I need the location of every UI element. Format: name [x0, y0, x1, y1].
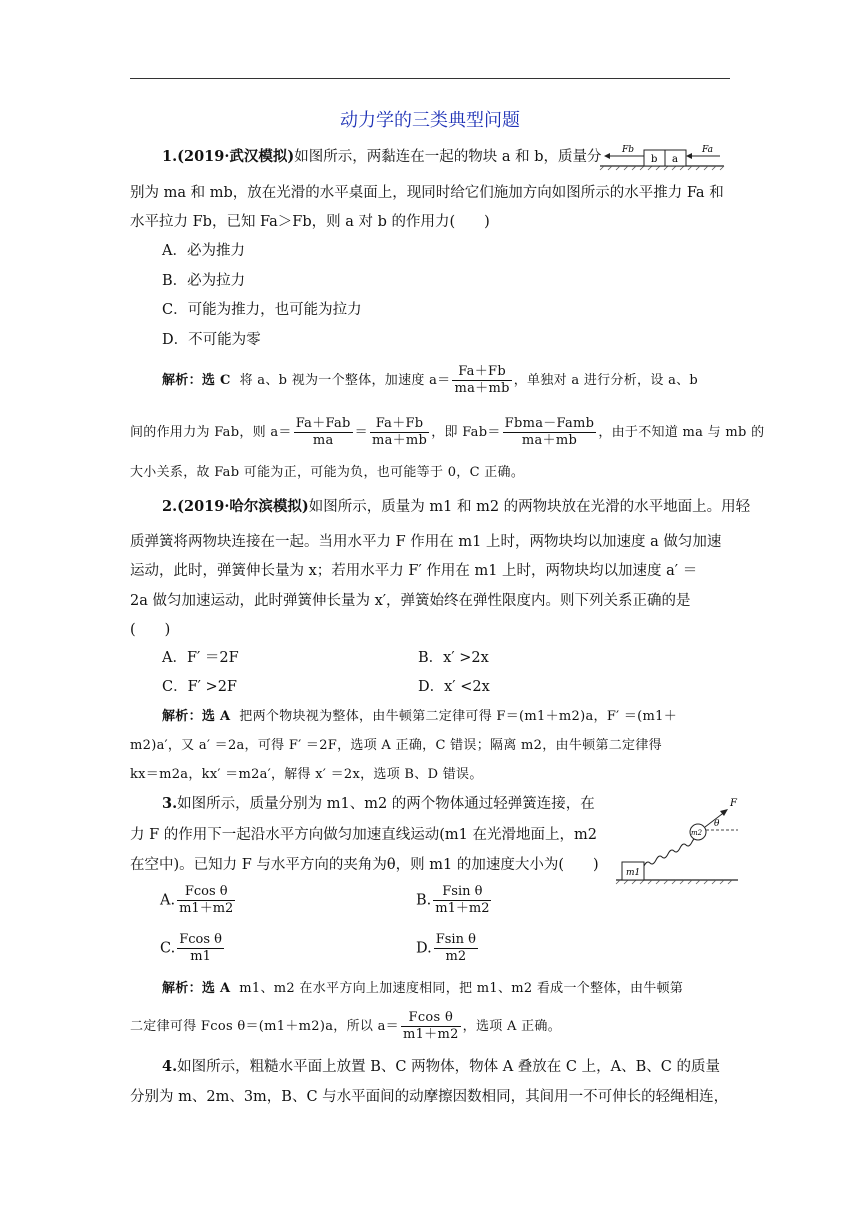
q3-solution-label: 解析： [162, 981, 202, 996]
q1-label-a: a [672, 154, 678, 165]
q3-text-1: 如图所示，质量分别为 m1、m2 的两个物体通过轻弹簧连接，在 [177, 796, 595, 812]
q3-solution-fraction-num: Fcos θ [401, 1010, 461, 1027]
q2-number: 2. [162, 498, 178, 515]
top-rule [130, 78, 730, 79]
q1-fraction-1-num: Fa＋Fb [452, 364, 511, 381]
q1-fraction-3-den: ma＋mb [371, 433, 428, 448]
q3-option-b-fraction [433, 884, 491, 917]
q2-solution-label: 解析： [162, 709, 202, 724]
q1-number: 1. [162, 148, 178, 165]
q3-option-a-label: A. [160, 892, 176, 909]
q3-label-m2: m2 [691, 829, 703, 837]
q1-fraction-2-den: ma [312, 433, 334, 448]
q3-option-d [416, 932, 480, 965]
q1-option-b: B．必为拉力 [162, 273, 246, 289]
q4-number: 4. [162, 1058, 178, 1075]
q3-line-3: 在空中)。已知力 F 与水平方向的夹角为θ，则 m1 的加速度大小为( ) [130, 857, 599, 873]
q1-source: (2019·武汉模拟) [177, 148, 295, 165]
q1-arrowhead-fa [686, 153, 692, 159]
q2-solution-pick: 选 A [201, 709, 231, 724]
q3-option-b-num: Fsin θ [433, 884, 491, 901]
q3-option-d-num: Fsin θ [435, 932, 476, 947]
q1-arrowhead-fb [604, 153, 610, 159]
q1-fraction-3-num: Fa＋Fb [370, 416, 429, 433]
q2-text-1: 如图所示，质量为 m1 和 m2 的两物块放在光滑的水平地面上。用轻 [308, 499, 751, 515]
q1-ground-hatch [600, 166, 724, 170]
q1-label-fa: Fa [702, 145, 713, 155]
q1-solution-line-1 [162, 364, 698, 397]
q3-solution-fraction-den: m1＋m2 [402, 1027, 459, 1042]
q1-option-d: D．不可能为零 [162, 332, 261, 348]
q2-line-2: 质弹簧将两物块连接在一起。当用水平力 F 作用在 m1 上时，两物块均以加速度 a 做匀加速 [130, 534, 722, 550]
q1-option-a: A．必为推力 [162, 243, 245, 259]
q2-solution-line-3: kx＝m2a，kx′ ＝m2a′，解得 x′ ＝2x，选项 B、D 错误。 [130, 767, 483, 782]
q1-fraction-1-den: ma＋mb [454, 381, 510, 396]
q3-label-theta: θ [714, 819, 720, 829]
q1-fraction-2 [294, 416, 353, 449]
q1-text-1: 如图所示，两黏连在一起的物块 a 和 b，质量分 [294, 149, 602, 165]
q3-option-a [160, 884, 237, 917]
q3-solution-text-2b: ，选项 A 正确。 [462, 1019, 562, 1034]
q3-line-1 [162, 789, 595, 819]
q1-label-fb: Fb [622, 145, 635, 155]
q1-line-1 [162, 142, 602, 172]
q1-fraction-4 [503, 416, 597, 449]
q4-line-2: 分别为 m、2m、3m，B、C 与水平面间的动摩擦因数相同，其间用一不可伸长的轻绳相连， [130, 1089, 729, 1105]
q3-option-c-den: m1 [190, 949, 211, 964]
q1-option-c: C．可能为推力，也可能为拉力 [162, 302, 362, 318]
q2-solution-text-1: 把两个物块视为整体，由牛顿第二定律可得 F＝(m1＋m2)a，F′ ＝(m1＋ [239, 709, 678, 724]
page-title: 动力学的三类典型问题 [340, 110, 520, 131]
q1-solution-line-2 [130, 416, 764, 449]
q2-option-a: A．F′ ＝2F [162, 650, 239, 666]
q3-option-c-num: Fcos θ [179, 932, 222, 947]
q2-line-5: ( ) [130, 622, 171, 638]
q3-option-b [416, 884, 493, 917]
q3-option-c [160, 932, 226, 965]
q1-fraction-3 [370, 416, 429, 449]
q1-solution-line-3: 大小关系，故 Fab 可能为正，可能为负，也可能等于 0，C 正确。 [130, 465, 525, 480]
q1-label-b: b [651, 154, 658, 165]
q1-solution-text-2d: ，由于不知道 ma 与 mb 的 [598, 425, 765, 440]
q3-option-c-label: C. [160, 940, 176, 957]
q2-option-d: D．x′ <2x [418, 679, 490, 695]
q1-solution-pick: 选 C [201, 373, 231, 388]
q1-line-3: 水平拉力 Fb，已知 Fa＞Fb，则 a 对 b 的作用力( ) [130, 214, 490, 230]
q3-solution-fraction [401, 1010, 461, 1043]
q1-solution-text-2a: 间的作用力为 Fab，则 a＝ [130, 425, 292, 440]
q3-option-b-label: B. [416, 892, 432, 909]
q2-solution-line-2: m2)a′，又 a′ ＝2a，可得 F′ ＝2F，选项 A 正确，C 错误；隔离 m2，由牛顿第二定律得 [130, 738, 662, 753]
q2-line-3: 运动，此时，弹簧伸长量为 x；若用水平力 F′ 作用在 m1 上时，两物块均以加速度 a′ ＝ [130, 563, 698, 579]
q3-option-a-fraction [177, 884, 235, 917]
q3-option-d-den: m2 [445, 949, 467, 964]
q3-solution-text-2a: 二定律可得 Fcos θ＝(m1＋m2)a，所以 a＝ [130, 1019, 399, 1034]
q1-solution-text-2b: ＝ [354, 425, 368, 440]
q3-solution-pick: 选 A [201, 981, 231, 996]
q2-source: (2019·哈尔滨模拟) [177, 498, 309, 515]
q3-option-c-fraction [177, 932, 224, 965]
q2-option-c: C．F′ >2F [162, 679, 237, 695]
q1-fraction-4-num: Fbma－Famb [504, 416, 595, 431]
q3-number: 3. [162, 795, 178, 812]
q3-solution-line-1 [162, 974, 683, 1004]
q2-option-b: B．x′ >2x [418, 650, 489, 666]
q3-option-d-label: D. [416, 940, 432, 957]
q1-figure [598, 142, 728, 172]
q1-fraction-2-num: Fa＋Fab [295, 416, 351, 431]
q3-spring [644, 838, 698, 866]
q1-fraction-4-den: ma＋mb [521, 433, 578, 448]
q3-line-2: 力 F 的作用下一起沿水平方向做匀加速直线运动(m1 在光滑地面上，m2 [130, 827, 597, 843]
q1-line-2: 别为 ma 和 mb，放在光滑的水平桌面上，现同时给它们施加方向如图所示的水平推力 Fa 和 [130, 185, 724, 201]
q3-option-a-num: Fcos θ [177, 884, 235, 901]
q3-option-d-fraction [434, 932, 478, 965]
q1-solution-text-2c: ，即 Fab＝ [431, 425, 501, 440]
q3-label-m1: m1 [626, 868, 641, 878]
q1-fraction-1 [452, 364, 511, 397]
q4-text-1: 如图所示，粗糙水平面上放置 B、C 两物体，物体 A 叠放在 C 上，A、B、C 的质量 [177, 1059, 720, 1075]
q3-solution-line-2 [130, 1010, 561, 1043]
q3-option-b-den: m1＋m2 [435, 901, 490, 916]
q3-figure [612, 796, 742, 888]
q1-solution-label: 解析： [162, 373, 202, 388]
q3-option-a-den: m1＋m2 [179, 901, 234, 916]
q2-line-4: 2a 做匀加速运动，此时弹簧伸长量为 x′，弹簧始终在弹性限度内。则下列关系正确的是 [130, 593, 691, 609]
q2-solution-line-1 [162, 702, 677, 732]
q4-line-1 [162, 1052, 720, 1082]
q3-label-f: F [730, 798, 737, 809]
q2-line-1 [162, 492, 750, 522]
q1-solution-text-1a: 将 a、b 视为一个整体，加速度 a＝ [239, 373, 451, 388]
q3-solution-text-1: m1、m2 在水平方向上加速度相同，把 m1、m2 看成一个整体，由牛顿第 [239, 981, 684, 996]
q1-solution-text-1b: ，单独对 a 进行分析，设 a、b [513, 373, 699, 388]
